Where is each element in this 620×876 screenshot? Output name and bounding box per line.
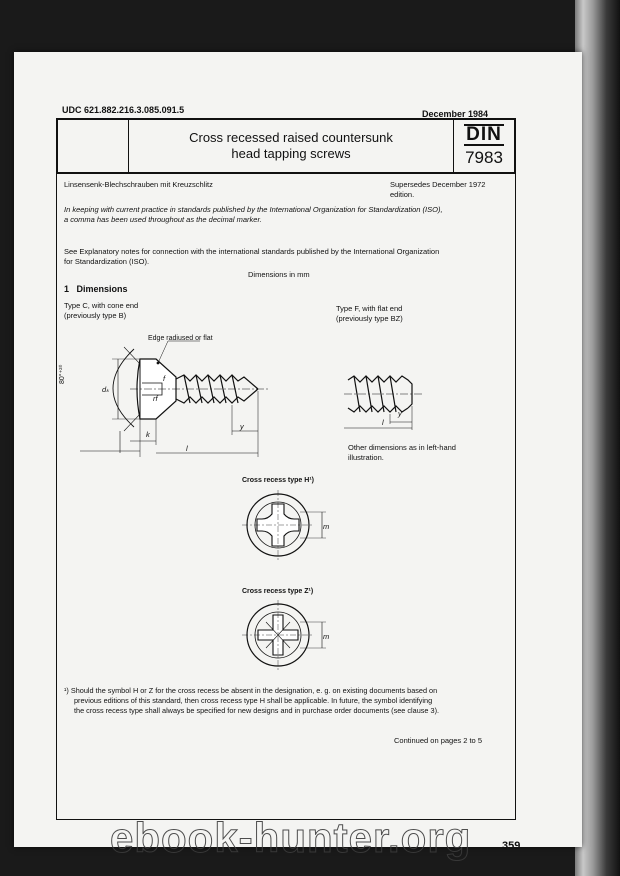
screw-head [137,359,176,419]
footnote [64,686,494,716]
footnote-line-2: previous editions of this standard, then cross recess type H shall be applicable. In future, the symbol identifying [74,696,433,705]
head-radius-arc [113,349,134,427]
edge-label: Edge radiused or flat [148,335,213,342]
other-dims-line-2: illustration. [348,453,384,462]
recess-z-label-m: m [323,632,330,641]
standard-number: 7983 [465,148,503,167]
iso-note-line-2: a comma has been used throughout as the decimal marker. [64,215,262,224]
other-dims-line-1: Other dimensions as in left-hand [348,443,456,452]
title-block [56,118,516,174]
explanatory-note [64,247,439,267]
footnote-line-1: ¹) Should the symbol H or Z for the cross recess be absent in the designation, e. g. on existing documents based on [64,686,438,695]
label-k: k [146,430,150,439]
label-dk: dₖ [102,385,110,394]
iso-decimal-note [64,205,443,225]
udc-code: UDC 621.882.216.3.085.091.5 [62,105,185,115]
label-y: y [240,422,244,431]
document-page [14,52,582,852]
standard-designation [452,120,516,172]
type-c-line-1: Type C, with cone end [64,301,139,310]
footnote-line-3: the cross recess type shall always be specified for new designs and in purchase order documents (see clause 3). [74,706,440,715]
supersedes-line-2: edition. [390,190,415,199]
section-heading [64,284,128,294]
type-f-screw-drawing [344,362,454,432]
label-l: l [186,444,188,453]
other-dimensions-note [348,443,456,463]
recess-h-label-m: m [323,522,330,531]
title-line-2: head tapping screws [231,146,351,161]
type-f-line-1: Type F, with flat end [336,304,403,313]
supersedes-note [390,180,485,200]
iso-note-line-1: In keeping with current practice in standards published by the International Organization for Standardization (ISO), [64,205,443,214]
title-line-1: Cross recessed raised countersunk [189,130,393,145]
type-f-line-2: (previously type BZ) [336,314,403,323]
supersedes-line-1: Supersedes December 1972 [390,180,486,189]
label-f: f [163,374,166,383]
din-logo: DIN [466,124,502,145]
explanatory-line-2: for Standardization (ISO). [64,257,150,266]
type-c-line-2: (previously type B) [64,311,127,320]
dimensions-note: Dimensions in mm [248,270,310,279]
type-f-label-l: l [382,418,384,427]
document-title [128,120,454,172]
label-rf: rf [153,394,158,403]
recess-z-caption: Cross recess type Z¹) [242,588,314,595]
german-title: Linsensenk-Blechschrauben mit Kreuzschlitz [64,180,213,189]
section-number: 1 [64,284,70,294]
type-f-label-y: y [398,409,402,418]
page-number: 359 [502,840,521,852]
publication-date: December 1984 [422,109,489,119]
watermark-text: ebook-hunter.org [110,814,472,861]
type-f-label [336,304,403,324]
type-c-label [64,301,138,321]
section-title: Dimensions [76,284,128,294]
angle-label: 80°⁺²⁰ [59,364,66,384]
recess-h-caption: Cross recess type H¹) [242,477,314,484]
explanatory-line-1: See Explanatory notes for connection with the international standards published by the International Organization [64,247,440,256]
continued-note: Continued on pages 2 to 5 [394,736,482,745]
